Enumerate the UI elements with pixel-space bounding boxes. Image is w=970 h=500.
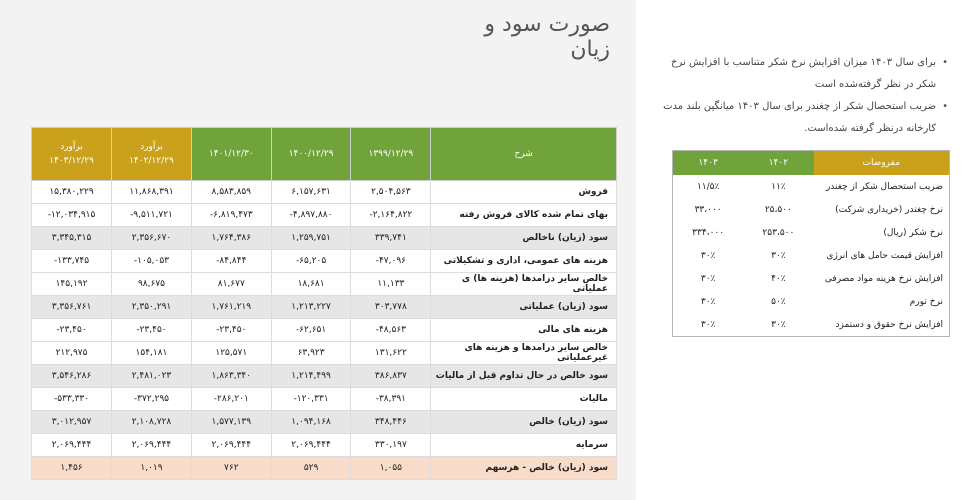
header-forecast-1403-text: برآورد ۱۴۰۳/۱۲/۲۹ (49, 142, 94, 166)
table-row (32, 227, 617, 250)
cell-value: ۱,۲۵۹,۷۵۱ (271, 227, 351, 250)
cell-value: ۱۱,۸۶۸,۳۹۱ (112, 181, 192, 204)
header-year-1401: ۱۴۰۱/۱۲/۳۰ (191, 128, 271, 181)
table-row (32, 296, 617, 319)
cell-value: -۲۳,۴۵۰ (112, 319, 192, 342)
cell-value: ۱,۴۵۶ (32, 457, 112, 480)
table-row (32, 204, 617, 227)
cell-value: -۱۲۰,۳۳۱ (271, 388, 351, 411)
row-label: سود (زیان) خالص (431, 411, 617, 434)
row-label: سود (زیان) عملیاتی (431, 296, 617, 319)
cell-value: ۱۵۴,۱۸۱ (112, 342, 192, 365)
cell-value: ۱,۷۶۱,۲۱۹ (191, 296, 271, 319)
table-row (32, 434, 617, 457)
cell-value: ۲,۰۶۹,۴۴۴ (112, 434, 192, 457)
bullet-icon: • (942, 57, 948, 68)
assumption-value: ۴۰٪ (771, 273, 786, 284)
cell-value: -۴,۸۹۷,۸۸۰ (271, 204, 351, 227)
assumptions-header-row (673, 151, 950, 176)
assumption-value: ۲۵۳،۵۰۰ (762, 227, 795, 238)
cell-value: -۴۷,۰۹۶ (351, 250, 431, 273)
header-description: شرح (431, 128, 617, 181)
note-text: ضریب استحصال شکر از چغندر برای سال ۱۴۰۳ میانگین بلند مدت کارخانه درنظر گرفته شده‌است. (663, 101, 937, 134)
cell-value: -۲۳,۴۵۰ (32, 319, 112, 342)
assumptions-table (672, 150, 950, 337)
cell-value: ۱,۲۱۳,۲۲۷ (271, 296, 351, 319)
table-row (32, 388, 617, 411)
assumption-label: ضریب استحصال شکر از چغندر (825, 181, 943, 192)
note-text: برای سال ۱۴۰۳ میزان افزایش نرخ شکر متناسب با افزایش نرخ شکر در نظر گرفته‌شده است (671, 57, 937, 90)
assumption-label: افزایش قیمت حامل های انرژی (826, 250, 943, 261)
table-row (32, 457, 617, 480)
row-label: سرمایه (431, 434, 617, 457)
cell-value: ۸۱,۶۷۷ (191, 273, 271, 296)
cell-value: ۳۴۸,۴۴۶ (351, 411, 431, 434)
income-statement-table (31, 127, 617, 480)
cell-value: ۳۳۹,۷۴۱ (351, 227, 431, 250)
cell-value: ۲,۳۵۰,۲۹۱ (112, 296, 192, 319)
cell-value: -۳۸,۳۹۱ (351, 388, 431, 411)
table-row (32, 273, 617, 296)
cell-value: ۳,۰۱۲,۹۵۷ (32, 411, 112, 434)
assumption-label: افزایش نرخ حقوق و دستمزد (835, 319, 943, 330)
assumption-value: ۳۳،۰۰۰ (694, 204, 722, 215)
assumption-label: نرخ چغندر (خریداری شرکت) (835, 204, 943, 215)
assumption-value: ۵۰٪ (771, 296, 786, 307)
cell-value: -۲,۱۶۴,۸۲۲ (351, 204, 431, 227)
cell-value: -۶,۸۱۹,۴۷۳ (191, 204, 271, 227)
assumption-value: ۳۰٪ (700, 273, 716, 284)
assumption-row (673, 221, 950, 244)
bullet-icon: • (942, 101, 948, 112)
cell-value: ۱۲۵,۵۷۱ (191, 342, 271, 365)
assumption-label: افزایش نرخ هزینه مواد مصرفی (824, 273, 943, 284)
assumption-value: ۳۰٪ (700, 296, 716, 307)
assumption-value: ۳۳۴،۰۰۰ (692, 227, 725, 238)
cell-value: ۶,۱۵۷,۶۳۱ (271, 181, 351, 204)
cell-value: ۹۸,۶۷۵ (112, 273, 192, 296)
cell-value: -۶۵,۲۰۵ (271, 250, 351, 273)
cell-value: ۲,۳۵۶,۶۷۰ (112, 227, 192, 250)
cell-value: -۴۸,۵۶۳ (351, 319, 431, 342)
cell-value: ۳,۳۵۶,۷۶۱ (32, 296, 112, 319)
cell-value: ۱۴۵,۱۹۲ (32, 273, 112, 296)
assumption-row (673, 244, 950, 267)
assumption-value: ۱۱٪ (771, 181, 786, 192)
header-forecast-1402 (112, 128, 192, 181)
cell-value: ۲,۵۰۴,۵۶۳ (351, 181, 431, 204)
header-forecast-1402-text: برآورد ۱۴۰۲/۱۲/۲۹ (129, 142, 174, 166)
assumption-value: ۳۰٪ (700, 319, 716, 330)
table-row (32, 319, 617, 342)
table-header-row (32, 128, 617, 181)
cell-value: ۳۰۳,۷۷۸ (351, 296, 431, 319)
row-label: هزینه های عمومی، اداری و تشکیلاتی (431, 250, 617, 273)
cell-value: ۱۸,۶۸۱ (271, 273, 351, 296)
header-year-1400: ۱۴۰۰/۱۲/۲۹ (271, 128, 351, 181)
row-label: سود (زیان) خالص - هرسهم (431, 457, 617, 480)
assumptions-header-1402: ۱۴۰۲ (743, 151, 813, 176)
note-item (662, 52, 948, 96)
assumption-value: ۳۰٪ (700, 250, 716, 261)
cell-value: ۱۵,۳۸۰,۲۲۹ (32, 181, 112, 204)
cell-value: ۸,۵۸۳,۸۵۹ (191, 181, 271, 204)
cell-value: -۶۲,۶۵۱ (271, 319, 351, 342)
cell-value: -۲۳,۴۵۰ (191, 319, 271, 342)
cell-value: ۲,۰۶۹,۴۴۴ (271, 434, 351, 457)
row-label: بهای تمام شده کالای فروش رفته (431, 204, 617, 227)
table-row (32, 250, 617, 273)
assumption-value: ۳۰٪ (771, 250, 786, 261)
cell-value: ۱,۵۷۷,۱۳۹ (191, 411, 271, 434)
cell-value: -۵۳۳,۳۳۰ (32, 388, 112, 411)
row-label: خالص سایر درامدها (هزینه ها) ی عملیاتی (431, 273, 617, 296)
page-title: صورت سود و زیان (484, 12, 610, 62)
assumption-value: ۲۵،۵۰۰ (764, 204, 792, 215)
cell-value: ۱,۰۹۴,۱۶۸ (271, 411, 351, 434)
assumption-row (673, 175, 950, 198)
cell-value: ۱,۸۶۳,۳۴۰ (191, 365, 271, 388)
table-row (32, 411, 617, 434)
cell-value: ۵۲۹ (271, 457, 351, 480)
cell-value: ۲۱۲,۹۷۵ (32, 342, 112, 365)
cell-value: ۲,۰۶۹,۴۴۴ (32, 434, 112, 457)
row-label: فروش (431, 181, 617, 204)
assumption-value: ۳۰٪ (771, 319, 786, 330)
assumption-label: نرخ تورم (909, 296, 943, 307)
cell-value: ۱,۰۵۵ (351, 457, 431, 480)
cell-value: -۱۳۳,۷۴۵ (32, 250, 112, 273)
cell-value: ۱۳۱,۶۲۲ (351, 342, 431, 365)
header-year-1399: ۱۳۹۹/۱۲/۲۹ (351, 128, 431, 181)
table-row (32, 181, 617, 204)
cell-value: ۲,۱۰۸,۷۲۸ (112, 411, 192, 434)
cell-value: ۳,۳۴۵,۳۱۵ (32, 227, 112, 250)
assumption-value: ۱۱/۵٪ (696, 181, 720, 192)
cell-value: -۱۲,۰۳۴,۹۱۵ (32, 204, 112, 227)
cell-value: -۸۴,۸۴۴ (191, 250, 271, 273)
cell-value: ۳۳۰,۱۹۷ (351, 434, 431, 457)
row-label: سود (زیان) ناخالص (431, 227, 617, 250)
cell-value: ۳,۵۴۶,۲۸۶ (32, 365, 112, 388)
cell-value: ۲,۴۸۱,۰۲۳ (112, 365, 192, 388)
header-forecast-1403 (32, 128, 112, 181)
cell-value: ۷۶۲ (191, 457, 271, 480)
row-label: هزینه های مالی (431, 319, 617, 342)
cell-value: -۲۸۶,۲۰۱ (191, 388, 271, 411)
row-label: مالیات (431, 388, 617, 411)
assumption-label: نرخ شکر (ریال) (883, 227, 943, 238)
notes-list (662, 52, 948, 140)
row-label: خالص سایر درامدها و هزینه های غیرعملیاتی (431, 342, 617, 365)
cell-value: ۳۸۶,۸۳۷ (351, 365, 431, 388)
note-item (662, 96, 948, 140)
cell-value: ۱,۷۶۴,۳۸۶ (191, 227, 271, 250)
assumptions-header-1403: ۱۴۰۳ (673, 151, 744, 176)
cell-value: -۳۷۲,۲۹۵ (112, 388, 192, 411)
cell-value: ۱۱,۱۳۳ (351, 273, 431, 296)
cell-value: ۶۳,۹۲۳ (271, 342, 351, 365)
cell-value: ۲,۰۶۹,۴۴۴ (191, 434, 271, 457)
assumption-row (673, 313, 950, 337)
assumption-row (673, 198, 950, 221)
cell-value: ۱,۰۱۹ (112, 457, 192, 480)
table-row (32, 365, 617, 388)
cell-value: -۱۰۵,۰۵۳ (112, 250, 192, 273)
row-label: سود خالص در حال تداوم قبل از مالیات (431, 365, 617, 388)
assumptions-header-label: مفروضات (814, 151, 950, 176)
assumption-row (673, 267, 950, 290)
cell-value: -۹,۵۱۱,۷۲۱ (112, 204, 192, 227)
assumption-row (673, 290, 950, 313)
cell-value: ۱,۲۱۴,۴۹۹ (271, 365, 351, 388)
table-row (32, 342, 617, 365)
